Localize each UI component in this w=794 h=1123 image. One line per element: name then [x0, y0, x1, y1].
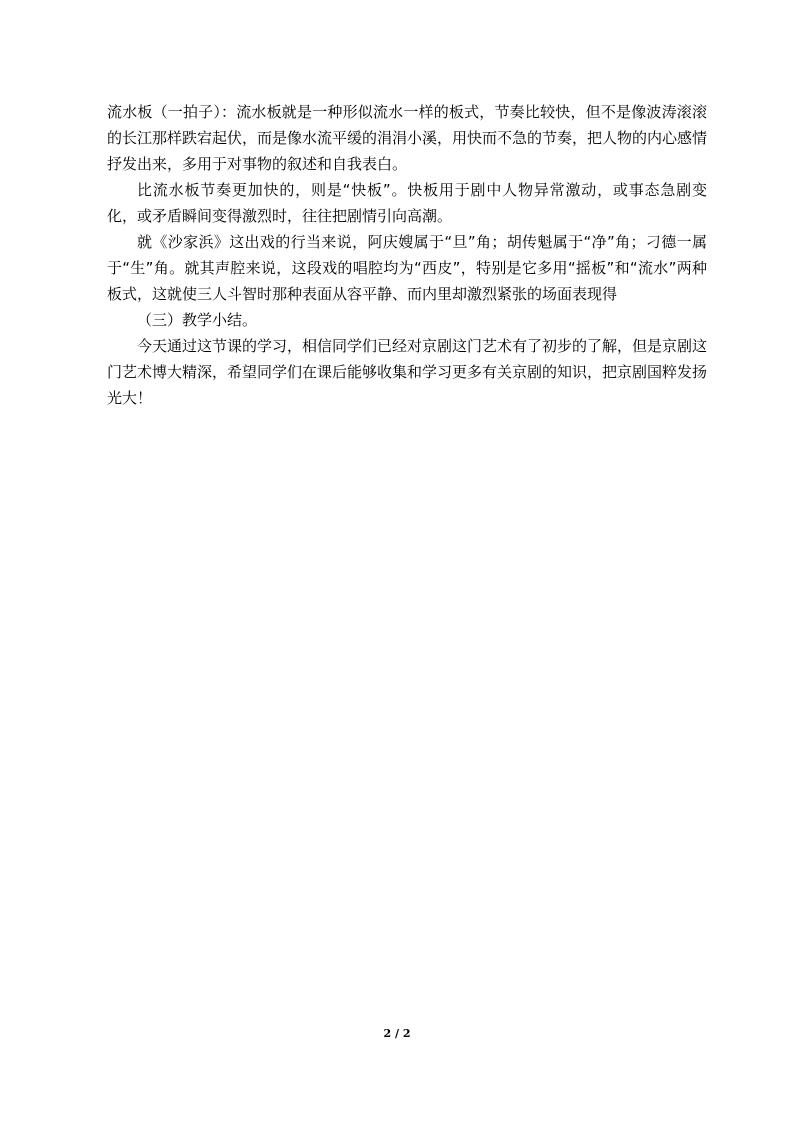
paragraph-liushuiban: 流水板（一拍子）：流水板就是一种形似流水一样的板式，节奏比较快，但不是像波涛滚滚的长江那样跌宕起伏，而是像水流平缓的涓涓小溪，用快而不急的节奏，把人物的内心感情抒发出来，多用于对事物的叙述和自我表白。: [107, 103, 708, 173]
paragraph-shajiabang: 就《沙家浜》这出戏的行当来说，阿庆嫂属于“旦”角；胡传魁属于“净”角；刁德一属于“生”角。就其声腔来说，这段戏的唱腔均为“西皮”，特别是它多用“摇板”和“流水”两种板式，这就使三人斗智时那种表面从容平静、而内里却激烈紧张的场面表现得: [107, 233, 707, 303]
paragraph-kuaiban: 比流水板节奏更加快的，则是“快板”。快板用于剧中人物异常激动，或事态急剧变化，或矛盾瞬间变得激烈时，往往把剧情引向高潮。: [107, 181, 707, 225]
document-body: [107, 99, 707, 411]
paragraph-conclusion: 今天通过这节课的学习，相信同学们已经对京剧这门艺术有了初步的了解，但是京剧这门艺术博大精深，希望同学们在课后能够收集和学习更多有关京剧的知识，把京剧国粹发扬光大！: [107, 337, 708, 407]
section-heading-summary: （三）教学小结。: [137, 311, 258, 329]
page-number: 2 / 2: [383, 1027, 411, 1040]
